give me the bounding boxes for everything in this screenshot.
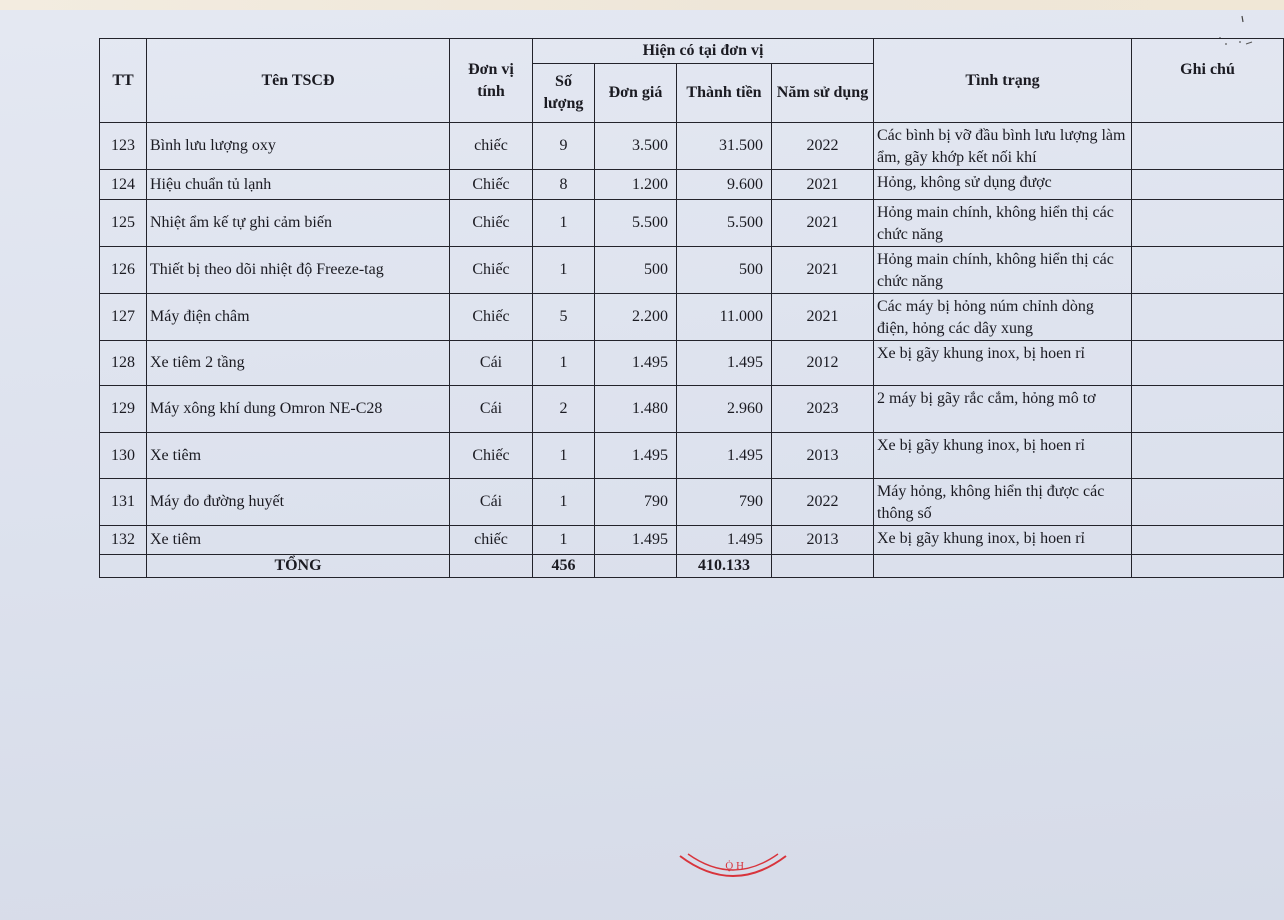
row-asset-name: Máy điện châm [147, 294, 450, 341]
table-row [100, 526, 1284, 555]
row-amount: 1.495 [677, 433, 772, 479]
row-unit: chiếc [450, 526, 533, 555]
row-note [1132, 123, 1284, 170]
row-amount: 5.500 [677, 200, 772, 247]
table-row [100, 341, 1284, 386]
row-note [1132, 433, 1284, 479]
row-amount: 1.495 [677, 526, 772, 555]
row-quantity: 1 [533, 247, 595, 294]
header-asset-name: Tên TSCĐ [147, 39, 450, 123]
total-label: TỔNG [147, 555, 450, 578]
header-note: Ghi chú [1132, 39, 1284, 123]
row-note [1132, 526, 1284, 555]
row-status: Hỏng, không sử dụng được [874, 170, 1132, 200]
row-status: Hỏng main chính, không hiển thị các chức năng [874, 247, 1132, 294]
stamp-text: H Ộ [725, 859, 744, 871]
row-year: 2021 [772, 200, 874, 247]
row-unit: Chiếc [450, 247, 533, 294]
row-unit-price: 2.200 [595, 294, 677, 341]
row-asset-name: Hiệu chuẩn tủ lạnh [147, 170, 450, 200]
row-quantity: 1 [533, 479, 595, 526]
row-quantity: 5 [533, 294, 595, 341]
row-year: 2023 [772, 386, 874, 433]
row-status: Máy hỏng, không hiển thị được các thông số [874, 479, 1132, 526]
row-year: 2021 [772, 294, 874, 341]
header-tt: TT [100, 39, 147, 123]
row-tt: 127 [100, 294, 147, 341]
total-amount: 410.133 [677, 555, 772, 578]
table-row [100, 433, 1284, 479]
row-tt: 132 [100, 526, 147, 555]
row-unit: Cái [450, 341, 533, 386]
row-status: 2 máy bị gãy rắc cắm, hỏng mô tơ [874, 386, 1132, 433]
row-unit-price: 1.495 [595, 526, 677, 555]
row-asset-name: Máy xông khí dung Omron NE-C28 [147, 386, 450, 433]
row-quantity: 1 [533, 341, 595, 386]
row-amount: 790 [677, 479, 772, 526]
total-empty-price [595, 555, 677, 578]
red-stamp-seal [678, 850, 788, 890]
row-status: Xe bị gãy khung inox, bị hoen rỉ [874, 433, 1132, 479]
row-unit-price: 1.495 [595, 341, 677, 386]
row-tt: 130 [100, 433, 147, 479]
row-asset-name: Xe tiêm [147, 526, 450, 555]
total-empty-status [874, 555, 1132, 578]
row-asset-name: Xe tiêm 2 tầng [147, 341, 450, 386]
row-asset-name: Bình lưu lượng oxy [147, 123, 450, 170]
total-empty-year [772, 555, 874, 578]
row-year: 2022 [772, 479, 874, 526]
row-quantity: 9 [533, 123, 595, 170]
row-year: 2022 [772, 123, 874, 170]
table-row [100, 386, 1284, 433]
row-note [1132, 247, 1284, 294]
header-unit: Đơn vị tính [450, 39, 533, 123]
row-asset-name: Máy đo đường huyết [147, 479, 450, 526]
row-status: Các máy bị hỏng núm chỉnh dòng điện, hỏng các dây xung [874, 294, 1132, 341]
row-year: 2012 [772, 341, 874, 386]
row-note [1132, 170, 1284, 200]
row-year: 2013 [772, 526, 874, 555]
row-unit-price: 1.480 [595, 386, 677, 433]
row-unit: Chiếc [450, 170, 533, 200]
row-unit-price: 1.200 [595, 170, 677, 200]
row-asset-name: Nhiệt ẩm kế tự ghi cảm biến [147, 200, 450, 247]
row-tt: 124 [100, 170, 147, 200]
row-note [1132, 386, 1284, 433]
total-empty-tt [100, 555, 147, 578]
row-unit-price: 3.500 [595, 123, 677, 170]
row-status: Xe bị gãy khung inox, bị hoen rỉ [874, 341, 1132, 386]
header-amount: Thành tiền [677, 64, 772, 123]
row-unit-price: 1.495 [595, 433, 677, 479]
total-quantity: 456 [533, 555, 595, 578]
row-unit: Chiếc [450, 433, 533, 479]
row-asset-name: Xe tiêm [147, 433, 450, 479]
row-unit-price: 790 [595, 479, 677, 526]
row-amount: 2.960 [677, 386, 772, 433]
total-empty-note [1132, 555, 1284, 578]
row-status: Xe bị gãy khung inox, bị hoen rỉ [874, 526, 1132, 555]
row-note [1132, 341, 1284, 386]
row-unit: Chiếc [450, 200, 533, 247]
row-status: Các bình bị vỡ đầu bình lưu lượng làm ẩm, gãy khớp kết nối khí [874, 123, 1132, 170]
row-quantity: 2 [533, 386, 595, 433]
header-year: Năm sử dụng [772, 64, 874, 123]
row-unit: Cái [450, 479, 533, 526]
table-row [100, 123, 1284, 170]
row-quantity: 8 [533, 170, 595, 200]
table-row [100, 170, 1284, 200]
header-unit-price: Đơn giá [595, 64, 677, 123]
row-quantity: 1 [533, 200, 595, 247]
row-year: 2021 [772, 170, 874, 200]
table-row [100, 479, 1284, 526]
row-note [1132, 479, 1284, 526]
row-amount: 500 [677, 247, 772, 294]
row-tt: 125 [100, 200, 147, 247]
row-unit: Cái [450, 386, 533, 433]
asset-table [99, 38, 1284, 578]
table-row [100, 294, 1284, 341]
row-tt: 128 [100, 341, 147, 386]
row-unit: Chiếc [450, 294, 533, 341]
table-row [100, 200, 1284, 247]
row-quantity: 1 [533, 526, 595, 555]
header-status: Tình trạng [874, 39, 1132, 123]
row-amount: 31.500 [677, 123, 772, 170]
row-note [1132, 200, 1284, 247]
row-note [1132, 294, 1284, 341]
row-year: 2021 [772, 247, 874, 294]
row-unit-price: 5.500 [595, 200, 677, 247]
row-asset-name: Thiết bị theo dõi nhiệt độ Freeze-tag [147, 247, 450, 294]
total-empty-unit [450, 555, 533, 578]
table-row [100, 247, 1284, 294]
row-unit-price: 500 [595, 247, 677, 294]
row-amount: 9.600 [677, 170, 772, 200]
header-current-group: Hiện có tại đơn vị [533, 39, 874, 64]
row-quantity: 1 [533, 433, 595, 479]
row-year: 2013 [772, 433, 874, 479]
total-row [100, 555, 1284, 578]
row-tt: 131 [100, 479, 147, 526]
row-tt: 126 [100, 247, 147, 294]
row-amount: 11.000 [677, 294, 772, 341]
row-status: Hỏng main chính, không hiển thị các chức năng [874, 200, 1132, 247]
row-amount: 1.495 [677, 341, 772, 386]
row-unit: chiếc [450, 123, 533, 170]
header-quantity: Số lượng [533, 64, 595, 123]
row-tt: 129 [100, 386, 147, 433]
row-tt: 123 [100, 123, 147, 170]
